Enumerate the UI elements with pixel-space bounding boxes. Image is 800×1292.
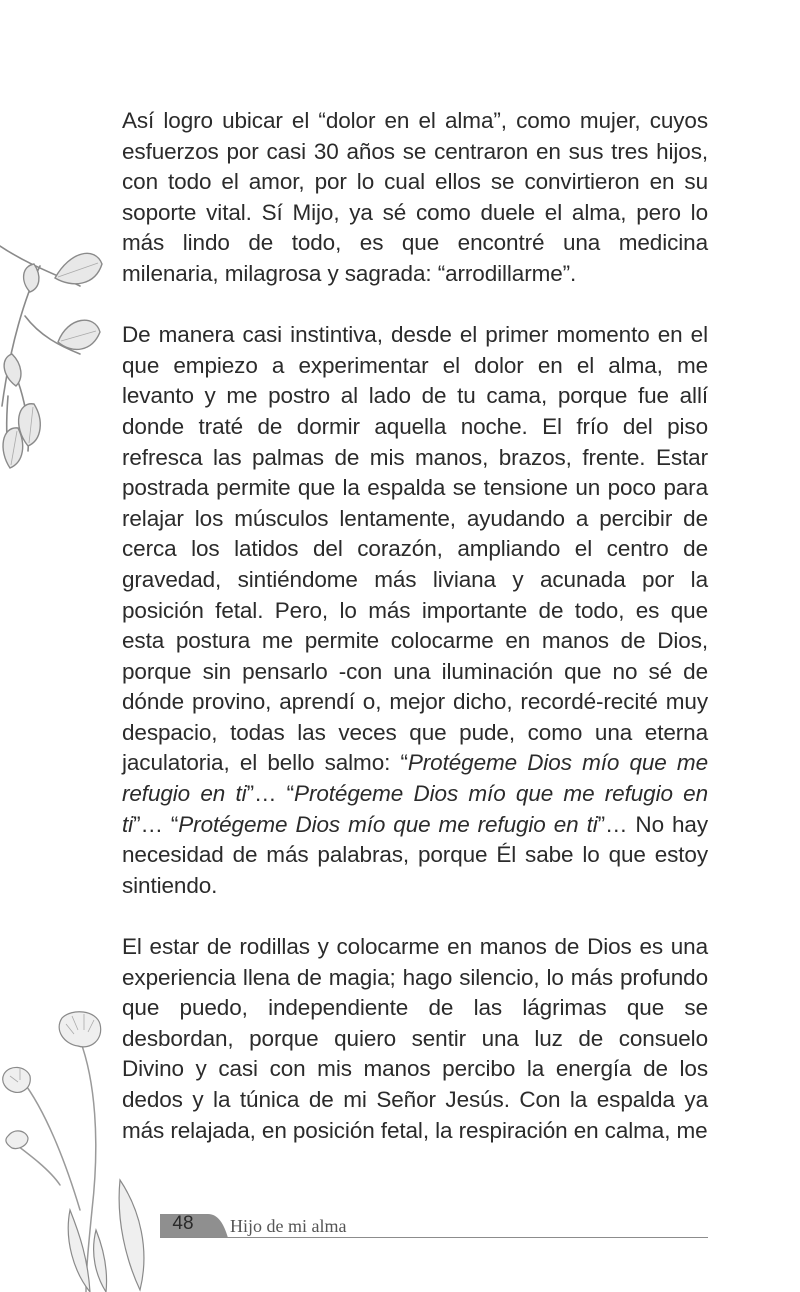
body-text: [122, 106, 708, 1177]
page-footer: [160, 1212, 708, 1242]
page-number: 48: [172, 1213, 194, 1234]
paragraph-2: [122, 320, 708, 901]
psalm-quote: Protégeme Dios mío que me refugio en ti: [122, 750, 708, 807]
footer-rule: [160, 1237, 708, 1238]
psalm-quote: Protégeme Dios mío que me refugio en ti: [122, 781, 708, 837]
paragraph-1-text: Así logro ubicar el “dolor en el alma”, como mujer, cuyos esfuerzos por casi 30 años se centraron en sus tres hijos, con todo el amor, por lo cual ellos se convirtieron en su soporte vital. Sí Mijo, ya sé como duele el alma, pero lo más lindo de todo, es que encontré una medicina milenaria, milagrosa y sagrada: “arrodillarme”.: [122, 108, 708, 286]
leafy-branch-illustration: [0, 236, 110, 496]
running-title: Hijo de mi alma: [230, 1216, 347, 1236]
quote-separator: ”… “: [246, 781, 295, 807]
paragraph-1: [122, 106, 708, 290]
quote-separator: ”… “: [133, 811, 179, 837]
paragraph-2-ending: ”… No hay necesidad de más palabras, porque Él sabe lo que estoy sintiendo.: [122, 811, 708, 898]
paragraph-3: [122, 932, 708, 1146]
psalm-quote: Protégeme Dios mío que me refugio en ti: [178, 811, 598, 837]
paragraph-3-text: El estar de rodillas y colocarme en manos de Dios es una experiencia llena de magia; hago silencio, lo más profundo que puedo, independiente de las lágrimas que se desbordan, porque quiero sentir una luz de consuelo Divino y casi con mis manos percibo la energía de los dedos y la túnica de mi Señor Jesús. Con la espalda ya más relajada, en posición fetal, la respiración en calma, me: [122, 934, 708, 1143]
paragraph-2-text: De manera casi instintiva, desde el primer momento en el que empiezo a experimentar el dolor en el alma, me levanto y me postro al lado de tu cama, porque fue allí donde traté de dormir aquella noche. El frío del piso refresca las palmas de mis manos, brazos, frente. Estar postrada permite que la espalda se tensione un poco para relajar los músculos lentamente, ayudando a percibir de cerca los latidos del corazón, ampliando el centro de gravedad, sintiéndome más liviana y acunada por la posición fetal. Pero, lo más importante de todo, es que esta postura me permite colocarme en manos de Dios, porque sin pensarlo -con una iluminación que no sé de dónde provino, aprendí o, mejor dicho, recordé-recité muy despacio, todas las veces que pude, como una eterna jaculatoria, el bello salmo: “: [122, 322, 708, 776]
